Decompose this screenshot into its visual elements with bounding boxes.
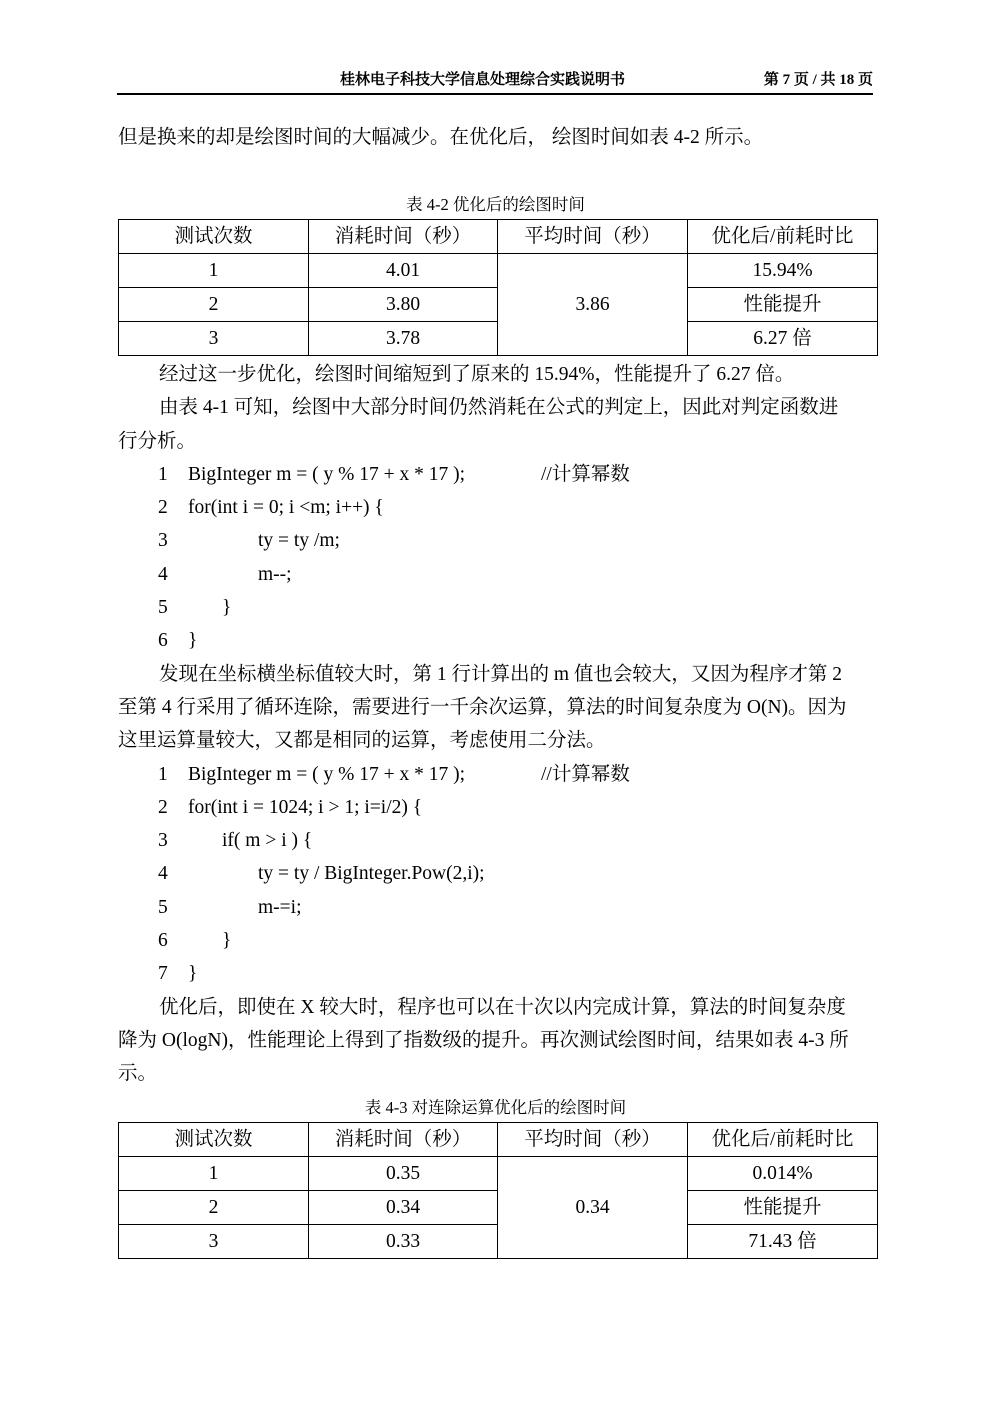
code-text: } [188,963,198,985]
paragraph-line: 这里运算量较大，又都是相同的运算，考虑使用二分法。 [118,730,606,752]
code-text: ty = ty / BigInteger.Pow(2,i); [258,863,485,885]
table-row [119,1157,878,1191]
table-4-2-caption: 表 4-2 优化后的绘图时间 [406,195,585,214]
column-header-run: 测试次数 [119,1123,309,1157]
code-text: ty = ty /m; [258,530,340,552]
code-line [118,957,878,990]
code-line-number: 7 [158,963,168,985]
code-text: BigInteger m = ( y % 17 + x * 17 ); [188,463,466,485]
time-cell: 0.34 [309,1191,498,1225]
table-4-2 [118,219,878,356]
code-line-number: 4 [158,863,168,885]
code-line-number: 6 [158,630,168,652]
table-header-row [119,1123,878,1157]
code-text: BigInteger m = ( y % 17 + x * 17 ); [188,763,466,785]
run-cell: 2 [119,288,309,322]
ratio-cell: 15.94% [688,254,878,288]
table-4-3-caption: 表 4-3 对连除运算优化后的绘图时间 [364,1098,627,1117]
paragraph-line: 降为 O(logN)，性能理论上得到了指数级的提升。再次测试绘图时间，结果如表 4-3 所 [118,1029,849,1051]
average-cell: 3.86 [498,254,688,356]
code-line [118,458,878,491]
code-line [118,824,878,857]
code-line-number: 1 [158,763,168,785]
table-4-3 [118,1122,878,1259]
column-header-average: 平均时间（秒） [498,1123,688,1157]
code-line [118,857,878,890]
paragraph-line: 示。 [118,1063,158,1085]
time-cell: 4.01 [309,254,498,288]
table-row [119,254,878,288]
code-text: } [222,930,232,952]
column-header-ratio: 优化后/前耗时比 [688,1123,878,1157]
code-line-number: 4 [158,563,168,585]
table-header-row [119,220,878,254]
code-line-number: 5 [158,597,168,619]
code-text: m-=i; [258,896,302,918]
code-text: if( m > i ) { [222,830,313,852]
time-cell: 3.80 [309,288,498,322]
code-line-number: 2 [158,497,168,519]
code-text: m--; [258,563,292,585]
column-header-run: 测试次数 [119,220,309,254]
time-cell: 3.78 [309,322,498,356]
ratio-cell: 性能提升 [688,288,878,322]
paragraph-line: 由表 4-1 可知，绘图中大部分时间仍然消耗在公式的判定上，因此对判定函数进 [159,397,839,419]
column-header-ratio: 优化后/前耗时比 [688,220,878,254]
code-line [118,558,878,591]
code-text: } [222,597,232,619]
code-text: for(int i = 0; i <m; i++) { [188,497,384,519]
body-text [118,358,878,1091]
code-line-number: 1 [158,463,168,485]
code-text: for(int i = 1024; i > 1; i=i/2) { [188,796,423,818]
code-line [118,491,878,524]
paragraph-line: 经过这一步优化，绘图时间缩短到了原来的 15.94%，性能提升了 6.27 倍。 [159,364,795,385]
paragraph-line: 行分析。 [118,430,197,452]
code-line [118,891,878,924]
column-header-average: 平均时间（秒） [498,220,688,254]
column-header-time: 消耗时间（秒） [309,220,498,254]
average-cell: 0.34 [498,1157,688,1259]
code-line [118,591,878,624]
header-title: 桂林电子科技大学信息处理综合实践说明书 [340,72,626,88]
code-line-number: 6 [158,930,168,952]
header-page-info: 第 7 页 / 共 18 页 [763,72,873,88]
code-comment: //计算幂数 [541,463,630,485]
run-cell: 3 [119,322,309,356]
ratio-cell: 6.27 倍 [688,322,878,356]
ratio-cell: 71.43 倍 [688,1225,878,1259]
header-rule [117,93,873,95]
column-header-time: 消耗时间（秒） [309,1123,498,1157]
run-cell: 1 [119,254,309,288]
code-line [118,624,878,657]
run-cell: 3 [119,1225,309,1259]
paragraph-line: 至第 4 行采用了循环连除，需要进行一千余次运算，算法的时间复杂度为 O(N)。因为 [118,696,847,718]
code-text: } [188,630,198,652]
code-line-number: 2 [158,796,168,818]
time-cell: 0.33 [309,1225,498,1259]
code-line [118,924,878,957]
run-cell: 2 [119,1191,309,1225]
run-cell: 1 [119,1157,309,1191]
paragraph-line: 发现在坐标横坐标值较大时，第 1 行计算出的 m 值也会较大，又因为程序才第 2 [159,663,843,685]
paragraph-line: 优化后，即使在 X 较大时，程序也可以在十次以内完成计算，算法的时间复杂度 [159,996,846,1018]
code-line-number: 3 [158,830,168,852]
code-line-number: 5 [158,896,168,918]
code-comment: //计算幂数 [541,763,630,785]
ratio-cell: 性能提升 [688,1191,878,1225]
ratio-cell: 0.014% [688,1157,878,1191]
code-line [118,524,878,557]
intro-line: 但是换来的却是绘图时间的大幅减少。在优化后， 绘图时间如表 4-2 所示。 [118,127,764,148]
code-line [118,791,878,824]
code-line [118,758,878,791]
time-cell: 0.35 [309,1157,498,1191]
code-line-number: 3 [158,530,168,552]
